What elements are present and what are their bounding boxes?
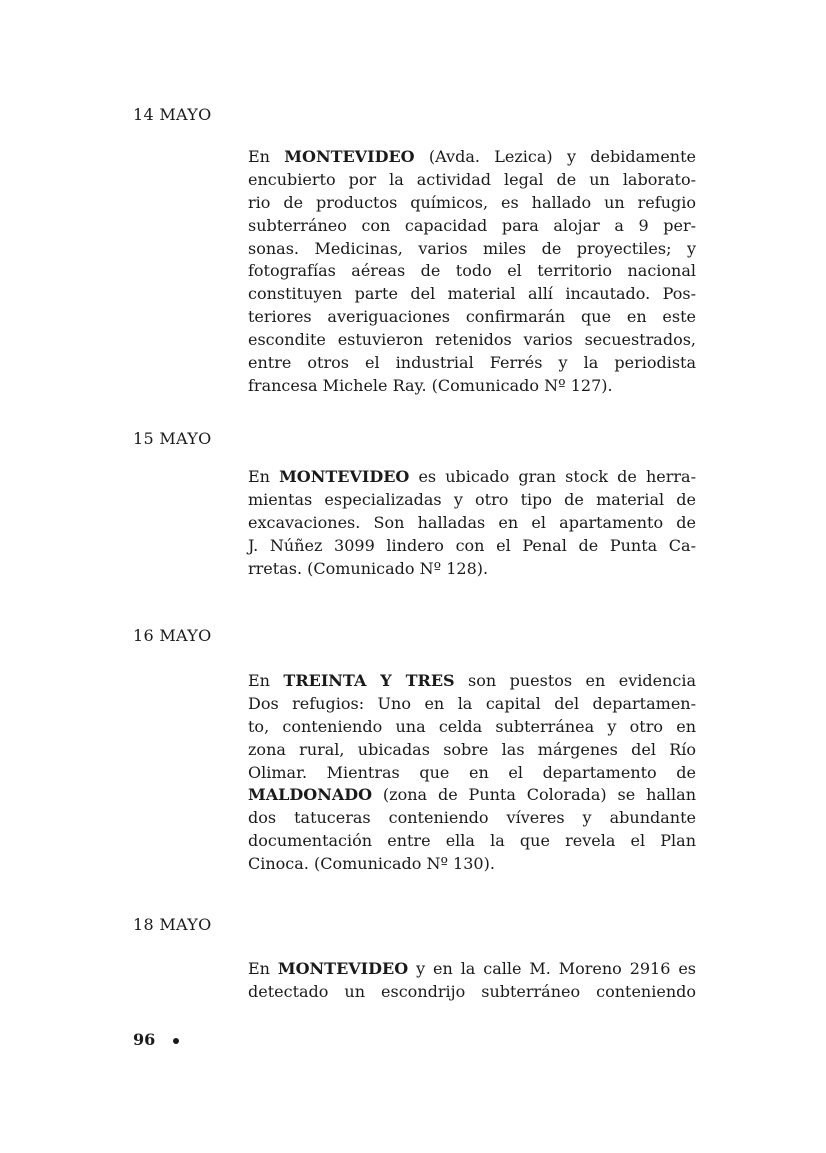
text-line bbox=[248, 260, 696, 283]
text-line bbox=[248, 853, 696, 876]
entry-date: 18 MAYO bbox=[133, 915, 212, 934]
entry-date: 16 MAYO bbox=[133, 626, 212, 645]
text-line bbox=[248, 192, 696, 215]
text-line bbox=[248, 238, 696, 261]
text-line bbox=[248, 146, 696, 169]
text-line bbox=[248, 670, 696, 693]
text-run: sonas. Medicinas, varios miles de proyectiles; y bbox=[248, 238, 696, 258]
text-line bbox=[248, 739, 696, 762]
text-run: En bbox=[248, 671, 284, 690]
text-run: encubierto por la actividad legal de un laborato- bbox=[248, 169, 696, 189]
place-name: MONTEVIDEO bbox=[284, 147, 415, 166]
text-run: Olimar. Mientras que en el departamento de bbox=[248, 762, 696, 782]
text-run: escondite estuvieron retenidos varios secuestrados, bbox=[248, 330, 696, 350]
text-run: francesa Michele Ray. (Comunicado Nº 127). bbox=[248, 375, 613, 395]
text-line bbox=[248, 512, 696, 535]
text-line bbox=[248, 784, 696, 807]
text-run: (Avda. Lezica) y debidamente bbox=[414, 147, 696, 166]
entry-paragraph bbox=[248, 146, 696, 398]
text-run: y en la calle M. Moreno 2916 es bbox=[408, 959, 696, 978]
text-run: Dos refugios: Uno en la capital del departamen- bbox=[248, 693, 696, 713]
text-run: En bbox=[248, 959, 278, 978]
entry-paragraph bbox=[248, 958, 696, 1004]
text-run: es ubicado gran stock de herra- bbox=[409, 467, 696, 486]
text-run: En bbox=[248, 147, 285, 166]
text-run: Cinoca. (Comunicado Nº 130). bbox=[248, 854, 495, 874]
text-run: dos tatuceras conteniendo víveres y abundante bbox=[248, 808, 696, 828]
text-run: rio de productos químicos, es hallado un refugio bbox=[248, 192, 696, 212]
text-run: teriores averiguaciones confirmarán que en este bbox=[248, 307, 696, 327]
text-run: fotografías aéreas de todo el territorio nacional bbox=[248, 261, 696, 281]
text-run: rretas. (Comunicado Nº 128). bbox=[248, 558, 489, 578]
text-line bbox=[248, 716, 696, 739]
entry-paragraph bbox=[248, 670, 696, 876]
text-run: detectado un escondrijo subterráneo conteniendo bbox=[248, 981, 696, 1001]
text-run: (zona de Punta Colorada) se hallan bbox=[372, 785, 696, 805]
place-name: TREINTA Y TRES bbox=[283, 671, 455, 690]
text-line bbox=[248, 329, 696, 352]
place-name: MONTEVIDEO bbox=[277, 959, 409, 978]
text-line bbox=[248, 466, 696, 489]
text-line bbox=[248, 807, 696, 830]
text-line bbox=[248, 981, 696, 1004]
text-run: documentación entre ella la que revela el Plan bbox=[248, 831, 696, 851]
text-run: constituyen parte del material allí incautado. Pos- bbox=[248, 284, 696, 304]
text-line bbox=[248, 352, 696, 375]
text-run: mientas especializadas y otro tipo de material de bbox=[248, 489, 696, 509]
entry-date: 15 MAYO bbox=[133, 429, 212, 448]
text-line bbox=[248, 306, 696, 329]
text-line bbox=[248, 169, 696, 192]
text-line bbox=[248, 558, 696, 581]
place-name: MALDONADO bbox=[248, 785, 373, 805]
text-line bbox=[248, 535, 696, 558]
text-line bbox=[248, 283, 696, 306]
text-run: zona rural, ubicadas sobre las márgenes del Río bbox=[248, 739, 696, 759]
entry-paragraph bbox=[248, 466, 696, 580]
place-name: MONTEVIDEO bbox=[279, 467, 410, 486]
text-run: entre otros el industrial Ferrés y la periodista bbox=[248, 353, 696, 373]
text-run: subterráneo con capacidad para alojar a 9 per- bbox=[248, 215, 696, 235]
text-run: J. Núñez 3099 lindero con el Penal de Punta Ca- bbox=[248, 535, 696, 555]
page-footer bbox=[133, 1030, 179, 1049]
text-line bbox=[248, 762, 696, 785]
text-line bbox=[248, 830, 696, 853]
text-line bbox=[248, 375, 696, 398]
text-line bbox=[248, 489, 696, 512]
entry-date: 14 MAYO bbox=[133, 105, 212, 124]
text-line bbox=[248, 215, 696, 238]
bullet-dot-icon bbox=[173, 1038, 179, 1044]
text-line bbox=[248, 958, 696, 981]
text-run: En bbox=[248, 467, 280, 486]
page-number: 96 bbox=[133, 1030, 156, 1049]
text-run: son puestos en evidencia bbox=[454, 671, 697, 690]
text-run: to, conteniendo una celda subterránea y otro en bbox=[248, 716, 696, 736]
text-run: excavaciones. Son halladas en el apartamento de bbox=[248, 512, 696, 532]
text-line bbox=[248, 693, 696, 716]
